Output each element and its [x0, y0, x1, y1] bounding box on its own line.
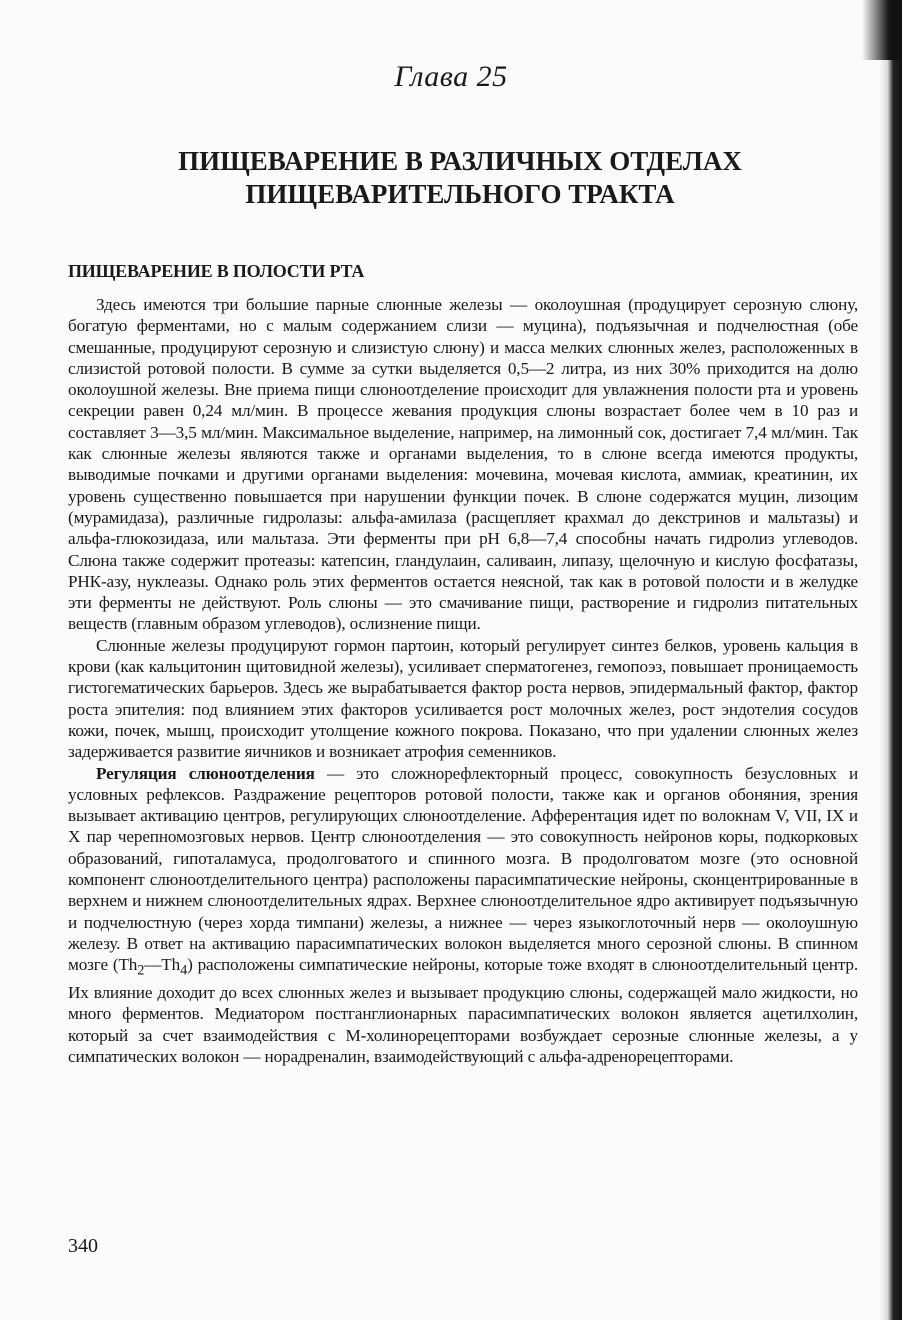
paragraph-1: Здесь имеются три большие парные слюнные железы — околоушная (продуцирует серозную слюну, богатую ферментами, но с малым содержанием слизи — муцина), подъязычная и подчелюстная (обе смешанные, продуцируют серозную и слизистую слюну) и масса мелких слюнных желез, расположенных в слизистой ротовой полости. В сумме за сутки выделяется 0,5—2 литра, из них 30% приходится на долю околоушной железы. Вне приема пищи слюноотделение происходит для увлажнения полости рта и уровень секреции равен 0,24 мл/мин. В процессе жевания продукция слюны возрастает более чем в 10 раз и составляет 3—3,5 мл/мин. Максимальное выделение, например, на лимонный сок, достигает 7,4 мл/мин. Так как слюнные железы являются также и органами выделения, то в слюне всегда имеются продукты, выводимые почками и другими органами выделения: мочевина, мочевая кислота, аммиак, креатинин, их уровень существенно повышается при нарушении функции почек. В слюне содержатся муцин, лизоцим (мурамидаза), различные гидролазы: альфа-амилаза (расщепляет крахмал до декстринов и мальтазы) и альфа-глюкозидаза, или мальтаза. Эти ферменты при рН 6,8—7,4 способны начать гидролиз углеводов. Слюна также содержит протеазы: катепсин, гландулаин, саливаин, липазу, щелочную и кислую фосфатазы, РНК-азу, нуклеазы. Однако роль этих ферментов остается неясной, так как в ротовой полости и в желудке эти ферменты не действуют. Роль слюны — это смачивание пищи, растворение и гидролиз питательных веществ (главным образом углеводов), ослизнение пищи.: [68, 295, 858, 634]
section-heading: ПИЩЕВАРЕНИЕ В ПОЛОСТИ РТА: [68, 261, 365, 281]
chapter-title: [60, 145, 860, 211]
regulation-text-1: — это сложнорефлекторный процесс, совокупность безусловных и условных рефлексов. Раздражение рецепторов ротовой полости, также как и органов обоняния, зрения вызывает активацию центров, регулирующих слюноотделение. Афферентация идет по волокнам V, VII, IX и X пар черепномозговых нервов. Центр слюноотделения — это совокупность нейронов коры, подкорковых образований, гипоталамуса, продолговатого и спинного мозга. В продолговатом мозге (это основной компонент слюноотделительного центра) расположены парасимпатические нейроны, сконцентрированные в верхнем и нижнем слюноотделительных ядрах. Верхнее слюноотделительное ядро активирует подъязычную и подчелюстную (через хорда тимпани) железы, а нижнее — через языкоглоточный нерв — околоушную железу. В ответ на активацию парасимпатических волокон выделяется много серозной слюны. В спинном мозге (Th: [68, 763, 858, 975]
paragraph-2: Слюнные железы продуцируют гормон партоин, который регулирует синтез белков, уровень кальция в крови (как кальцитонин щитовидной железы), усиливает сперматогенез, гемопоэз, повышает проницаемость гистогематических барьеров. Здесь же вырабатывается фактор роста нервов, эпидермальный фактор, фактор роста эпителия: под влиянием этих факторов усиливается рост молочных желез, рост эндотелия сосудов кожи, почек, мышц, происходит утолщение кожного покрова. Показано, что при удалении слюнных желез задерживается развитие яичников и возникает атрофия семенников.: [68, 635, 858, 762]
chapter-title-line-2: ПИЩЕВАРИТЕЛЬНОГО ТРАКТА: [245, 179, 675, 209]
subscript-4: 4: [180, 962, 188, 979]
subscript-2: 2: [137, 962, 145, 979]
page-number: 340: [68, 1235, 98, 1257]
body-text: [68, 294, 858, 1067]
regulation-dash: —Th: [144, 955, 181, 975]
scan-shadow-corner: [862, 0, 902, 60]
chapter-label: Глава 25: [394, 60, 508, 93]
chapter-title-line-1: ПИЩЕВАРЕНИЕ В РАЗЛИЧНЫХ ОТДЕЛАХ: [178, 146, 742, 176]
regulation-text-2: ) расположены симпатические нейроны, которые тоже входят в слюноотделительный центр. Их влияние доходит до всех слюнных желез и вызывает продукцию слюны, содержащей мало жидкости, но много ферментов. Медиатором постганглионарных парасимпатических волокон является ацетилхолин, который за счет взаимодействия с М-холинорецепторами возбуждает серозные слюнные железы, а у симпатических волокон — норадреналин, взаимодействующий с альфа-адренорецепторами.: [68, 955, 858, 1066]
paragraph-3: [68, 763, 858, 1068]
scan-shadow-edge: [880, 0, 902, 1320]
regulation-term: Регуляция слюноотделения: [96, 763, 315, 783]
